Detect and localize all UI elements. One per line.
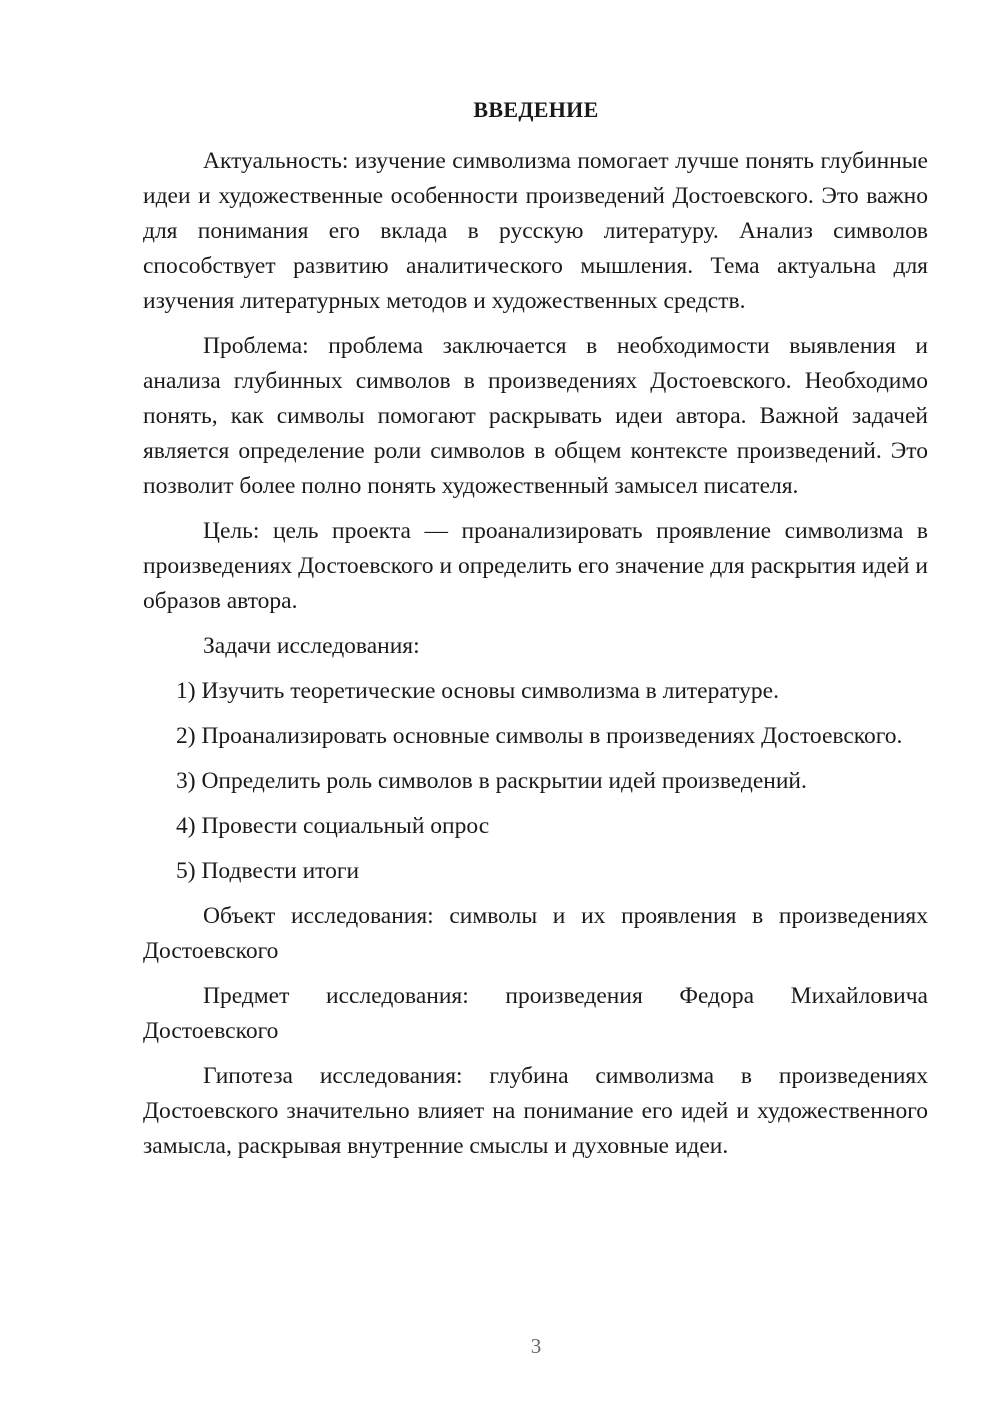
tasks-title: Задачи исследования: (203, 633, 420, 659)
task-item: 4) Провести социальный опрос (176, 813, 490, 839)
task-item: 2) Проанализировать основные символы в произведениях Достоевского. (176, 723, 903, 749)
hypothesis-paragraph: Гипотеза исследования: глубина символизма в произведениях Достоевского значительно влияет на понимание его идей и художественного замысла, раскрывая внутренние смыслы и духовные идеи. (143, 1063, 928, 1159)
problem-paragraph: Проблема: проблема заключается в необходимости выявления и анализа глубинных символов в произведениях Достоевского. Необходимо понять, как символы помогают раскрывать идеи автора. Важной задачей является определение роли символов в общем контексте произведений. Это позволит более полно понять художественный замысел писателя. (143, 333, 928, 499)
subject-paragraph: Предмет исследования: произведения Федора Михайловича Достоевского (143, 983, 928, 1044)
page-number: 3 (530, 1334, 542, 1358)
object-paragraph: Объект исследования: символы и их проявления в произведениях Достоевского (143, 903, 928, 964)
task-item: 3) Определить роль символов в раскрытии идей произведений. (176, 768, 807, 794)
page-heading: ВВЕДЕНИЕ (473, 97, 599, 122)
goal-paragraph: Цель: цель проекта — проанализировать проявление символизма в произведениях Достоевского и определить его значение для раскрытия идей и образов автора. (143, 518, 928, 614)
relevance-paragraph: Актуальность: изучение символизма помогает лучше понять глубинные идеи и художественные особенности произведений Достоевского. Это важно для понимания его вклада в русскую литературу. Анализ символов способствует развитию аналитического мышления. Тема актуальна для изучения литературных методов и художественных средств. (143, 148, 928, 314)
document-body (143, 144, 928, 1174)
task-item: 5) Подвести итоги (176, 858, 360, 884)
task-item: 1) Изучить теоретические основы символизма в литературе. (176, 678, 779, 704)
